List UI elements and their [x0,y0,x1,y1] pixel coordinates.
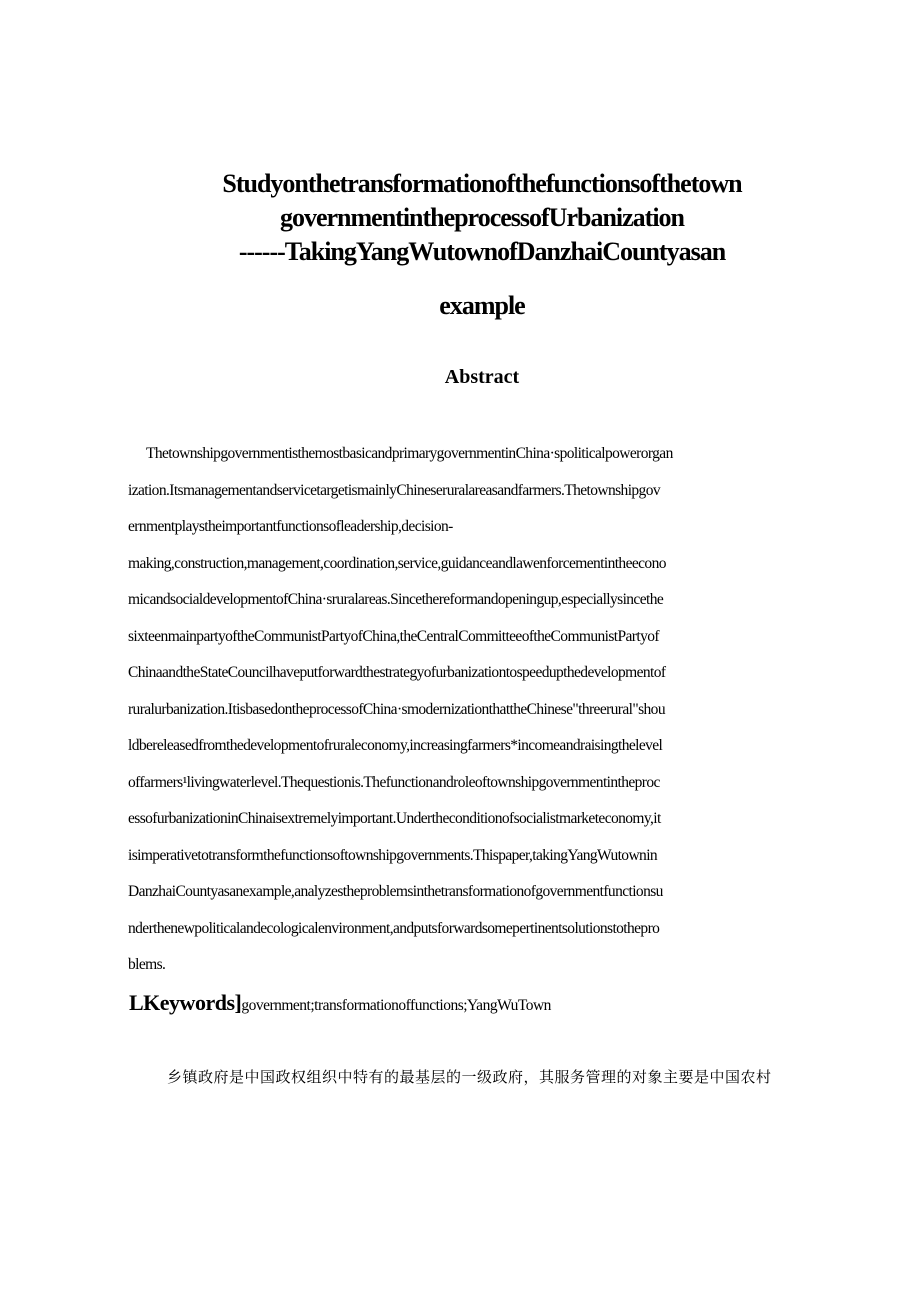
abstract-line: ldbereleasedfromthedevelopmentofruraleconomy,increasingfarmers*incomeandraisingthelevel [128,737,663,754]
paper-title [100,167,864,323]
keywords [129,990,551,1016]
abstract-line: blems. [128,956,166,973]
abstract-line: offarmers¹livingwaterlevel.Thequestionis.Thefunctionandroleoftownshipgovernmentintheproc [128,773,660,791]
abstract-line: sixteenmainpartyoftheCommunistPartyofChina,theCentralCommitteeoftheCommunistPartyof [128,627,659,645]
title-line-4: example [439,291,525,320]
abstract-line: ization.ItsmanagementandservicetargetismainlyChineseruralareasandfarmers.Thetownshipgov [128,481,661,499]
title-line-2: governmentintheprocessofUrbanization [279,203,685,232]
abstract-line: essofurbanizationinChinaisextremelyimportant.Undertheconditionofsocialistmarketeconomy,it [128,810,661,827]
abstract-line: ChinaandtheStateCouncilhaveputforwardthestrategyofurbanizationtospeedupthedevelopmentof [128,664,666,681]
keywords-label: LKeywords] [129,990,242,1015]
abstract-line: ThetownshipgovernmentisthemostbasicandprimarygovernmentinChina·spoliticalpowerorgan [146,445,673,462]
abstract-body [128,436,838,984]
title-line-1: Studyonthetransformationofthefunctionsofthetown [222,169,742,198]
abstract-line: DanzhaiCountyasanexample,analyzestheproblemsinthetransformationofgovernmentfunctionsu [128,883,663,900]
abstract-line: micandsocialdevelopmentofChina·sruralareas.Sincethereformandopeningup,especiallysincethe [128,591,664,608]
keywords-text: government;transformationoffunctions;YangWuTown [241,997,551,1014]
title-line-3: ------TakingYangWutownofDanzhaiCountyasan [238,237,726,266]
body-paragraph-start: 乡镇政府是中国政权组织中特有的最基层的一级政府，其服务管理的对象主要是中国农村 [167,1068,772,1086]
abstract-line: ruralurbanization.ItisbasedontheprocessofChina·smodernizationthattheChinese"threerural"shou [128,700,665,718]
abstract-line: making,construction,management,coordination,service,guidanceandlawenforcementintheecono [128,554,666,572]
abstract-heading: Abstract [444,366,520,388]
abstract-line: ernmentplaystheimportantfunctionsofleadership,decision- [128,518,453,535]
abstract-line: nderthenewpoliticalandecologicalenvironment,andputsforwardsomepertinentsolutionstothepro [128,919,660,937]
abstract-line: isimperativetotransformthefunctionsoftownshipgovernments.Thispaper,takingYangWutownin [128,846,658,864]
